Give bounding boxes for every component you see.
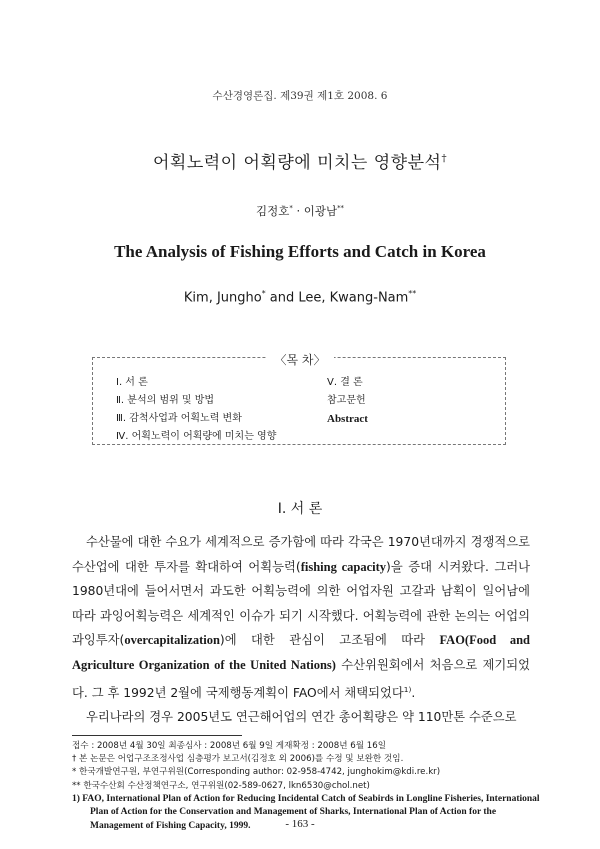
page-number: - 163 - bbox=[285, 818, 315, 830]
toc-left-column bbox=[116, 374, 276, 446]
body-paragraph-1 bbox=[72, 530, 530, 705]
author-2-english: Lee, Kwang-Nam bbox=[298, 290, 409, 306]
footnote-dates: 접수 : 2008년 4월 30일 최종심사 : 2008년 6월 9일 게재확정 : 2008년 6월 16일 bbox=[72, 741, 387, 751]
text-run-english: fishing capacity bbox=[300, 559, 387, 574]
footnote-ref: 1) bbox=[403, 684, 412, 694]
footnote-author-2: ** 한국수산회 수산정책연구소, 연구위원(02-589-0627, lkn6530@chol.net) bbox=[72, 780, 370, 791]
text-run: 수산위원회에서 처음으로 제기되었다. 그 후 1992년 2월에 국제행동계획이 FAO에서 채택되었다 bbox=[72, 657, 530, 700]
toc-item: Ⅴ. 결 론 bbox=[327, 377, 363, 388]
toc-item: Ⅱ. 분석의 범위 및 방법 bbox=[116, 395, 215, 406]
author-1-mark: * bbox=[289, 204, 293, 213]
text-run: )을 증대 시켜왔다. 그러나 1980년대에 들어서면서 과도한 어획능력에 의한 어업자원 고갈과 남획이 일어남에 따라 과잉어획능력은 세계적인 이슈가 되기 시작했다. 어획능력에 관한 논의는 어업의 과잉투자( bbox=[72, 559, 531, 648]
text-run-english: overcapitalization bbox=[124, 633, 220, 648]
body-text bbox=[72, 530, 530, 730]
toc-item: Ⅲ. 감척사업과 어획노력 변화 bbox=[116, 413, 242, 424]
toc-title bbox=[0, 349, 600, 368]
footnote-1: 1) FAO, International Plan of Action for Reducing Incidental Catch of Seabirds in Longline Fisheries, International Plan of Action for the Conservation and Management of Sharks, International Plan of Action for the Management of Fishing Capacity, 1999. bbox=[72, 793, 540, 831]
title-korean-text: 어획노력이 어획량에 미치는 영향분석 bbox=[152, 153, 442, 173]
text-run: . bbox=[411, 685, 416, 700]
toc-item: 참고문헌 bbox=[327, 395, 366, 406]
author-1-english: Kim, Jungho bbox=[183, 290, 262, 306]
paper-title-english: The Analysis of Fishing Efforts and Catch in Korea bbox=[114, 242, 486, 261]
footnote-rule bbox=[72, 735, 242, 736]
section-heading-introduction: Ⅰ. 서 론 bbox=[277, 501, 323, 517]
author-2-korean: 이광남 bbox=[303, 204, 338, 218]
toc-right-column bbox=[327, 374, 368, 428]
author-conjunction: and bbox=[265, 290, 299, 306]
author-1-korean: 김정호 bbox=[256, 204, 290, 218]
title-dagger-mark: † bbox=[441, 153, 448, 165]
text-run: )에 대한 관심이 고조됨에 따라 bbox=[219, 633, 440, 648]
author-2-english-mark: ** bbox=[408, 289, 417, 298]
author-1-english-mark: * bbox=[261, 289, 266, 298]
paper-title-korean bbox=[0, 148, 600, 173]
body-paragraph-2: 우리나라의 경우 2005년도 연근해어업의 연간 총어획량은 약 110만톤 수준으로 bbox=[86, 710, 517, 725]
toc-item: Ⅳ. 어획노력이 어획량에 미치는 영향 bbox=[116, 431, 277, 442]
author-separator: · bbox=[292, 204, 304, 218]
authors-english bbox=[0, 289, 600, 305]
toc-item: Abstract bbox=[327, 413, 368, 425]
footnote-dagger: † 본 논문은 어업구조조정사업 심층평가 보고서(김정호 외 2006)를 수정 및 보완한 것임. bbox=[72, 754, 404, 765]
text-run: 수산물에 대한 수요가 세계적으로 증가함에 따라 각국은 1970년대까지 경쟁적으로 수산업에 대한 투자를 확대하여 어획능력( bbox=[72, 535, 530, 574]
author-2-mark: ** bbox=[337, 204, 344, 213]
text-run-english: FAO(Food and Agriculture Organization of the United Nations) bbox=[72, 633, 530, 672]
toc-title-text: 〈목 차〉 bbox=[267, 353, 334, 367]
authors-korean bbox=[0, 203, 600, 219]
journal-header: 수산경영론집. 제39권 제1호 2008. 6 bbox=[212, 90, 388, 102]
toc-item: Ⅰ. 서 론 bbox=[116, 377, 148, 388]
footnote-author-1: * 한국개발연구원, 부연구위원(Corresponding author: 02-958-4742, junghokim@kdi.re.kr) bbox=[72, 767, 441, 778]
